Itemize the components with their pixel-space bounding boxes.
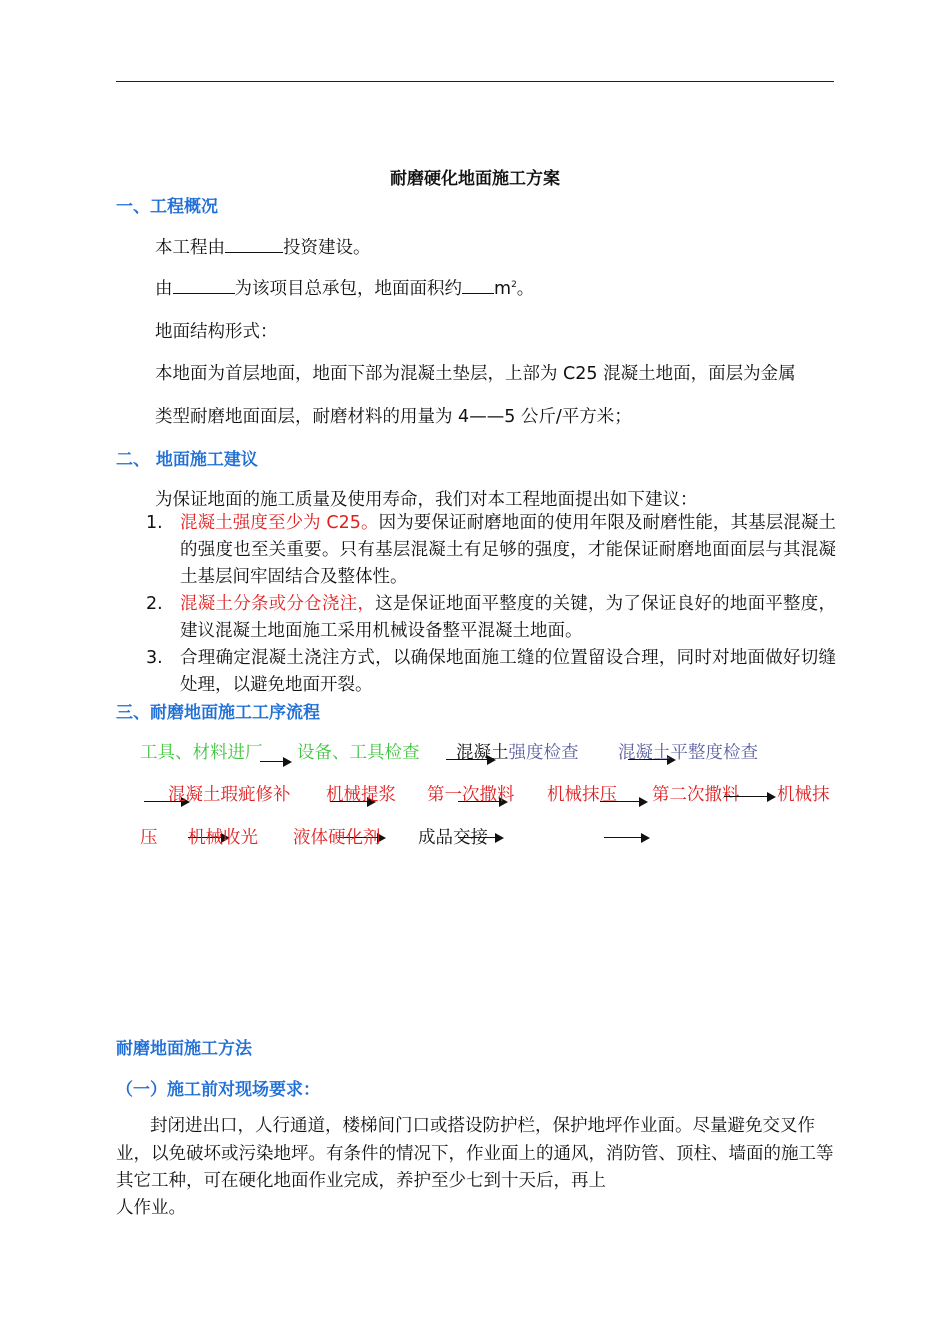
area-unit-sup: 2 (511, 280, 517, 291)
structure-line-2: 类型耐磨地面面层，耐磨材料的用量为 4——5 公斤/平方米； (155, 407, 632, 427)
contractor-area-line (155, 275, 534, 300)
method-subheading: （一）施工前对现场要求： (116, 1080, 320, 1100)
flow-arrow-1 (260, 761, 290, 762)
contractor-prefix: 由 (155, 279, 173, 299)
section-1-heading: 一、工程概况 (116, 197, 218, 217)
flow-step-3-a: 混凝土 (456, 743, 509, 763)
structure-line-1: 本地面为首层地面，地面下部为混凝土垫层，上部为 C25 混凝土地面，面层为金属 (155, 364, 796, 384)
flow-step-6: 机械提浆 (326, 785, 396, 805)
area-blank (462, 279, 494, 294)
list-highlight: 混凝土分条或分仓浇注， (180, 594, 376, 614)
flow-step-2: 设备、工具检查 (297, 743, 420, 763)
method-heading: 耐磨地面施工方法 (116, 1039, 252, 1059)
list-text: 合理确定混凝土浇注方式，以确保地面施工缝的位置留设合理，同时对地面做好切缝处理，以避免地面开裂。 (180, 648, 836, 695)
flow-arrow-8 (724, 796, 774, 797)
list-number: 3. (146, 648, 163, 668)
section-3-heading: 三、耐磨地面施工工序流程 (116, 703, 320, 723)
list-item (146, 645, 836, 699)
flow-step-7: 第一次撒料 (427, 785, 515, 805)
flow-step-1: 工具、材料进厂 (140, 743, 263, 763)
investor-prefix: 本工程由 (155, 238, 225, 258)
list-number: 2. (146, 594, 163, 614)
list-item (146, 510, 836, 591)
flow-step-4: 混凝土平整度检查 (618, 743, 758, 763)
flow-step-5: 混凝土瑕疵修补 (168, 785, 291, 805)
flow-step-8: 机械抹压 (547, 785, 617, 805)
flow-step-9: 第二次撒料 (652, 785, 740, 805)
flow-step-3-b: 强度检查 (508, 743, 579, 763)
method-body-end: 人作业。 (116, 1198, 186, 1218)
investor-suffix: 投资建设。 (283, 238, 371, 258)
list-item (146, 591, 836, 645)
area-unit: m (494, 279, 512, 299)
contractor-blank (173, 279, 235, 294)
page-title: 耐磨硬化地面施工方案 (390, 169, 560, 189)
flow-step-10: 机械抹 (777, 785, 830, 805)
flow-step-13: 成品交接 (418, 828, 488, 848)
investor-blank (225, 238, 283, 253)
list-number: 1. (146, 513, 163, 533)
method-body: 封闭进出口，人行通道，楼梯间门口或搭设防护栏，保护地坪作业面。尽量避免交叉作业，以免破坏或污染地坪。有条件的情况下，作业面上的通风，消防管、顶柱、墙面的施工等其它工种，可在硬化地面作业完成，养护至少七到十天后，再上 (116, 1116, 834, 1191)
list-highlight: 混凝土强度至少为 C25。 (180, 513, 379, 533)
project-investor-line (155, 234, 371, 259)
suggestion-intro: 为保证地面的施工质量及使用寿命，我们对本工程地面提出如下建议： (155, 490, 698, 510)
flow-arrow-12 (604, 837, 648, 838)
section-2-heading: 二、 地面施工建议 (116, 450, 258, 470)
flow-step-11: 机械收光 (188, 828, 258, 848)
flow-arrow-11 (458, 837, 502, 838)
flow-step-10-cont: 压 (140, 828, 158, 848)
flow-step-12: 液体硬化剂 (293, 828, 381, 848)
contractor-text: 为该项目总承包，地面面积约 (234, 279, 462, 299)
header-rule (116, 81, 834, 82)
list-text: 这是保证地面平整度的关键，为了保证良好的地面平整度，建议混凝土地面施工采用机械设备整平混凝土地面。 (180, 594, 837, 641)
suggestion-list (146, 510, 836, 699)
area-end: 。 (516, 279, 535, 299)
flow-step-3 (456, 739, 579, 764)
structure-label: 地面结构形式： (155, 322, 278, 342)
flow-arrow-7 (600, 801, 646, 802)
list-text: 因为要保证耐磨地面的使用年限及耐磨性能，其基层混凝土的强度也至关重要。只有基层混凝土有足够的强度，才能保证耐磨地面面层与其混凝土基层间牢固结合及整体性。 (180, 513, 836, 587)
